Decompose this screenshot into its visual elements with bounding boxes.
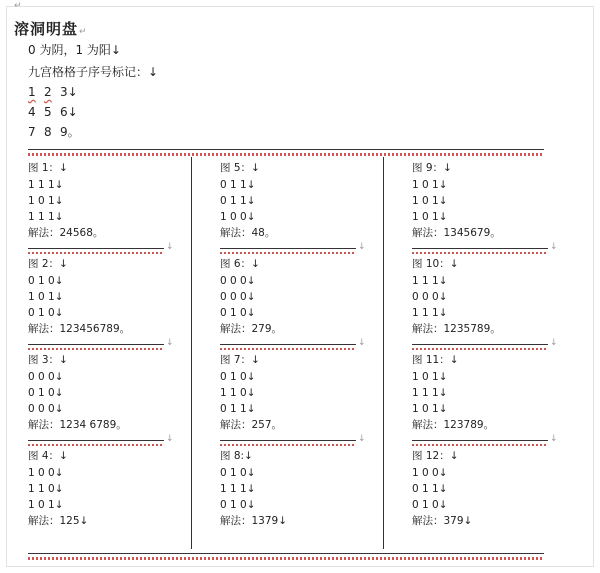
figure-pattern-row: 0 1 1↓ [412, 483, 448, 495]
line-break-icon: ↓ [550, 338, 558, 348]
grid-row-1 [28, 84, 76, 100]
figure-separator-wavy [220, 444, 356, 446]
figure-separator [28, 440, 164, 441]
figure-separator-wavy [28, 348, 164, 350]
figure-pattern-row: 0 1 0↓ [412, 499, 448, 511]
grid-row-2 [28, 104, 76, 120]
figure-pattern-row: 0 0 0↓ [220, 275, 256, 287]
figure-block [220, 352, 370, 452]
grid-cell: 5 [44, 105, 52, 119]
column-divider [383, 157, 384, 549]
figure-pattern-row: 1 0 0↓ [28, 467, 64, 479]
top-rule [28, 149, 544, 150]
figure-solution: 解法：123456789。 [28, 323, 131, 335]
line-break-icon: ↓ [550, 242, 558, 252]
figure-solution: 解法：24568。 [28, 227, 104, 239]
figure-block [412, 256, 562, 356]
figure-label: 图 9：↓ [412, 162, 452, 174]
figure-pattern-row: 1 0 1↓ [28, 499, 64, 511]
grid-cell: 2 [44, 85, 52, 99]
figure-pattern-row: 1 0 1↓ [412, 371, 448, 383]
figure-pattern-row: 0 1 0↓ [220, 467, 256, 479]
figure-separator [412, 344, 548, 345]
figure-separator-wavy [220, 252, 356, 254]
line-break-icon: ↓ [166, 338, 174, 348]
figure-solution: 解法：1235789。 [412, 323, 501, 335]
figure-pattern-row: 1 1 1↓ [28, 179, 64, 191]
grid-caption: 九宫格格子序号标记：↓ [28, 65, 159, 79]
line-break-icon: ↓ [358, 338, 366, 348]
figure-pattern-row: 1 1 1↓ [412, 275, 448, 287]
grid-cell: 7 [28, 125, 36, 139]
figure-block [412, 352, 562, 452]
figure-separator-wavy [220, 348, 356, 350]
figure-pattern-row: 0 1 0↓ [28, 275, 64, 287]
figure-block [28, 256, 178, 356]
figure-pattern-row: 0 1 0↓ [220, 307, 256, 319]
figure-pattern-row: 1 1 1↓ [412, 307, 448, 319]
grid-cell: 4 [28, 105, 36, 119]
paragraph-mark-icon: ↵ [14, 1, 22, 11]
figure-pattern-row: 0 0 0↓ [28, 403, 64, 415]
figure-block [220, 448, 370, 548]
figure-pattern-row: 1 1 1↓ [412, 387, 448, 399]
figure-solution: 解法：1345679。 [412, 227, 501, 239]
figure-solution: 解法：279。 [220, 323, 283, 335]
figure-label: 图 8:↓ [220, 450, 253, 462]
figure-pattern-row: 1 0 1↓ [412, 403, 448, 415]
figure-block [28, 448, 178, 548]
grid-cell: 6↓ [60, 105, 78, 119]
figure-block [412, 448, 562, 548]
line-break-icon: ↓ [166, 242, 174, 252]
figure-separator [28, 248, 164, 249]
figure-separator [412, 248, 548, 249]
figure-label: 图 12：↓ [412, 450, 459, 462]
grid-cell: 1 [28, 85, 36, 99]
grid-cell: 9。 [60, 125, 80, 139]
legend-text: 0 为阴，1 为阳↓ [28, 43, 121, 57]
figure-separator [220, 248, 356, 249]
figure-pattern-row: 0 0 0↓ [28, 371, 64, 383]
figure-label: 图 5：↓ [220, 162, 260, 174]
figure-solution: 解法：48。 [220, 227, 276, 239]
figure-separator-wavy [412, 348, 548, 350]
line-break-icon: ↓ [550, 434, 558, 444]
figure-pattern-row: 1 1 1↓ [220, 483, 256, 495]
figure-pattern-row: 1 0 1↓ [412, 195, 448, 207]
figure-solution: 解法：123789。 [412, 419, 495, 431]
line-break-icon: ↓ [166, 434, 174, 444]
column-divider [191, 157, 192, 549]
figure-pattern-row: 1 0 0↓ [220, 211, 256, 223]
figure-pattern-row: 1 0 0↓ [412, 467, 448, 479]
figure-separator-wavy [28, 252, 164, 254]
figure-pattern-row: 1 0 1↓ [28, 291, 64, 303]
figure-block [220, 256, 370, 356]
line-break-icon: ↓ [358, 242, 366, 252]
figure-separator [220, 344, 356, 345]
figure-pattern-row: 1 1 0↓ [28, 483, 64, 495]
figure-block [412, 160, 562, 260]
figure-label: 图 2：↓ [28, 258, 68, 270]
figure-pattern-row: 1 1 1↓ [28, 211, 64, 223]
figure-block [28, 352, 178, 452]
figure-pattern-row: 1 0 1↓ [28, 195, 64, 207]
figure-separator-wavy [412, 444, 548, 446]
figure-pattern-row: 0 0 0↓ [412, 291, 448, 303]
figure-label: 图 10：↓ [412, 258, 459, 270]
figure-label: 图 1：↓ [28, 162, 68, 174]
figure-pattern-row: 0 1 1↓ [220, 403, 256, 415]
figure-solution: 解法：379↓ [412, 515, 473, 527]
figure-label: 图 7：↓ [220, 354, 260, 366]
figure-block [220, 160, 370, 260]
bottom-rule-wavy [28, 557, 544, 560]
figure-pattern-row: 0 0 0↓ [220, 291, 256, 303]
figure-pattern-row: 0 1 0↓ [28, 307, 64, 319]
figure-solution: 解法：1379↓ [220, 515, 288, 527]
figure-separator-wavy [412, 252, 548, 254]
figure-separator [220, 440, 356, 441]
figure-solution: 解法：1234 6789。 [28, 419, 127, 431]
figure-pattern-row: 1 0 1↓ [412, 211, 448, 223]
figure-pattern-row: 0 1 0↓ [220, 499, 256, 511]
figure-solution: 解法：257。 [220, 419, 283, 431]
figure-label: 图 4：↓ [28, 450, 68, 462]
figure-separator-wavy [28, 444, 164, 446]
figure-solution: 解法：125↓ [28, 515, 89, 527]
figure-pattern-row: 0 1 0↓ [220, 371, 256, 383]
bottom-rule [28, 553, 544, 554]
figure-pattern-row: 0 1 0↓ [28, 387, 64, 399]
line-break-icon: ↓ [358, 434, 366, 444]
grid-cell: 8 [44, 125, 52, 139]
figure-separator [28, 344, 164, 345]
page-title: 溶洞明盘↵ [14, 20, 88, 38]
figure-label: 图 11：↓ [412, 354, 459, 366]
return-mark-icon: ↵ [79, 27, 88, 37]
figure-block [28, 160, 178, 260]
figure-pattern-row: 0 1 1↓ [220, 179, 256, 191]
figure-pattern-row: 1 0 1↓ [412, 179, 448, 191]
figure-pattern-row: 1 1 0↓ [220, 387, 256, 399]
figure-separator [412, 440, 548, 441]
grid-row-3 [28, 124, 80, 140]
top-rule-wavy [28, 153, 544, 156]
grid-cell: 3↓ [60, 85, 78, 99]
figure-label: 图 3：↓ [28, 354, 68, 366]
figure-label: 图 6：↓ [220, 258, 260, 270]
figure-pattern-row: 0 1 1↓ [220, 195, 256, 207]
